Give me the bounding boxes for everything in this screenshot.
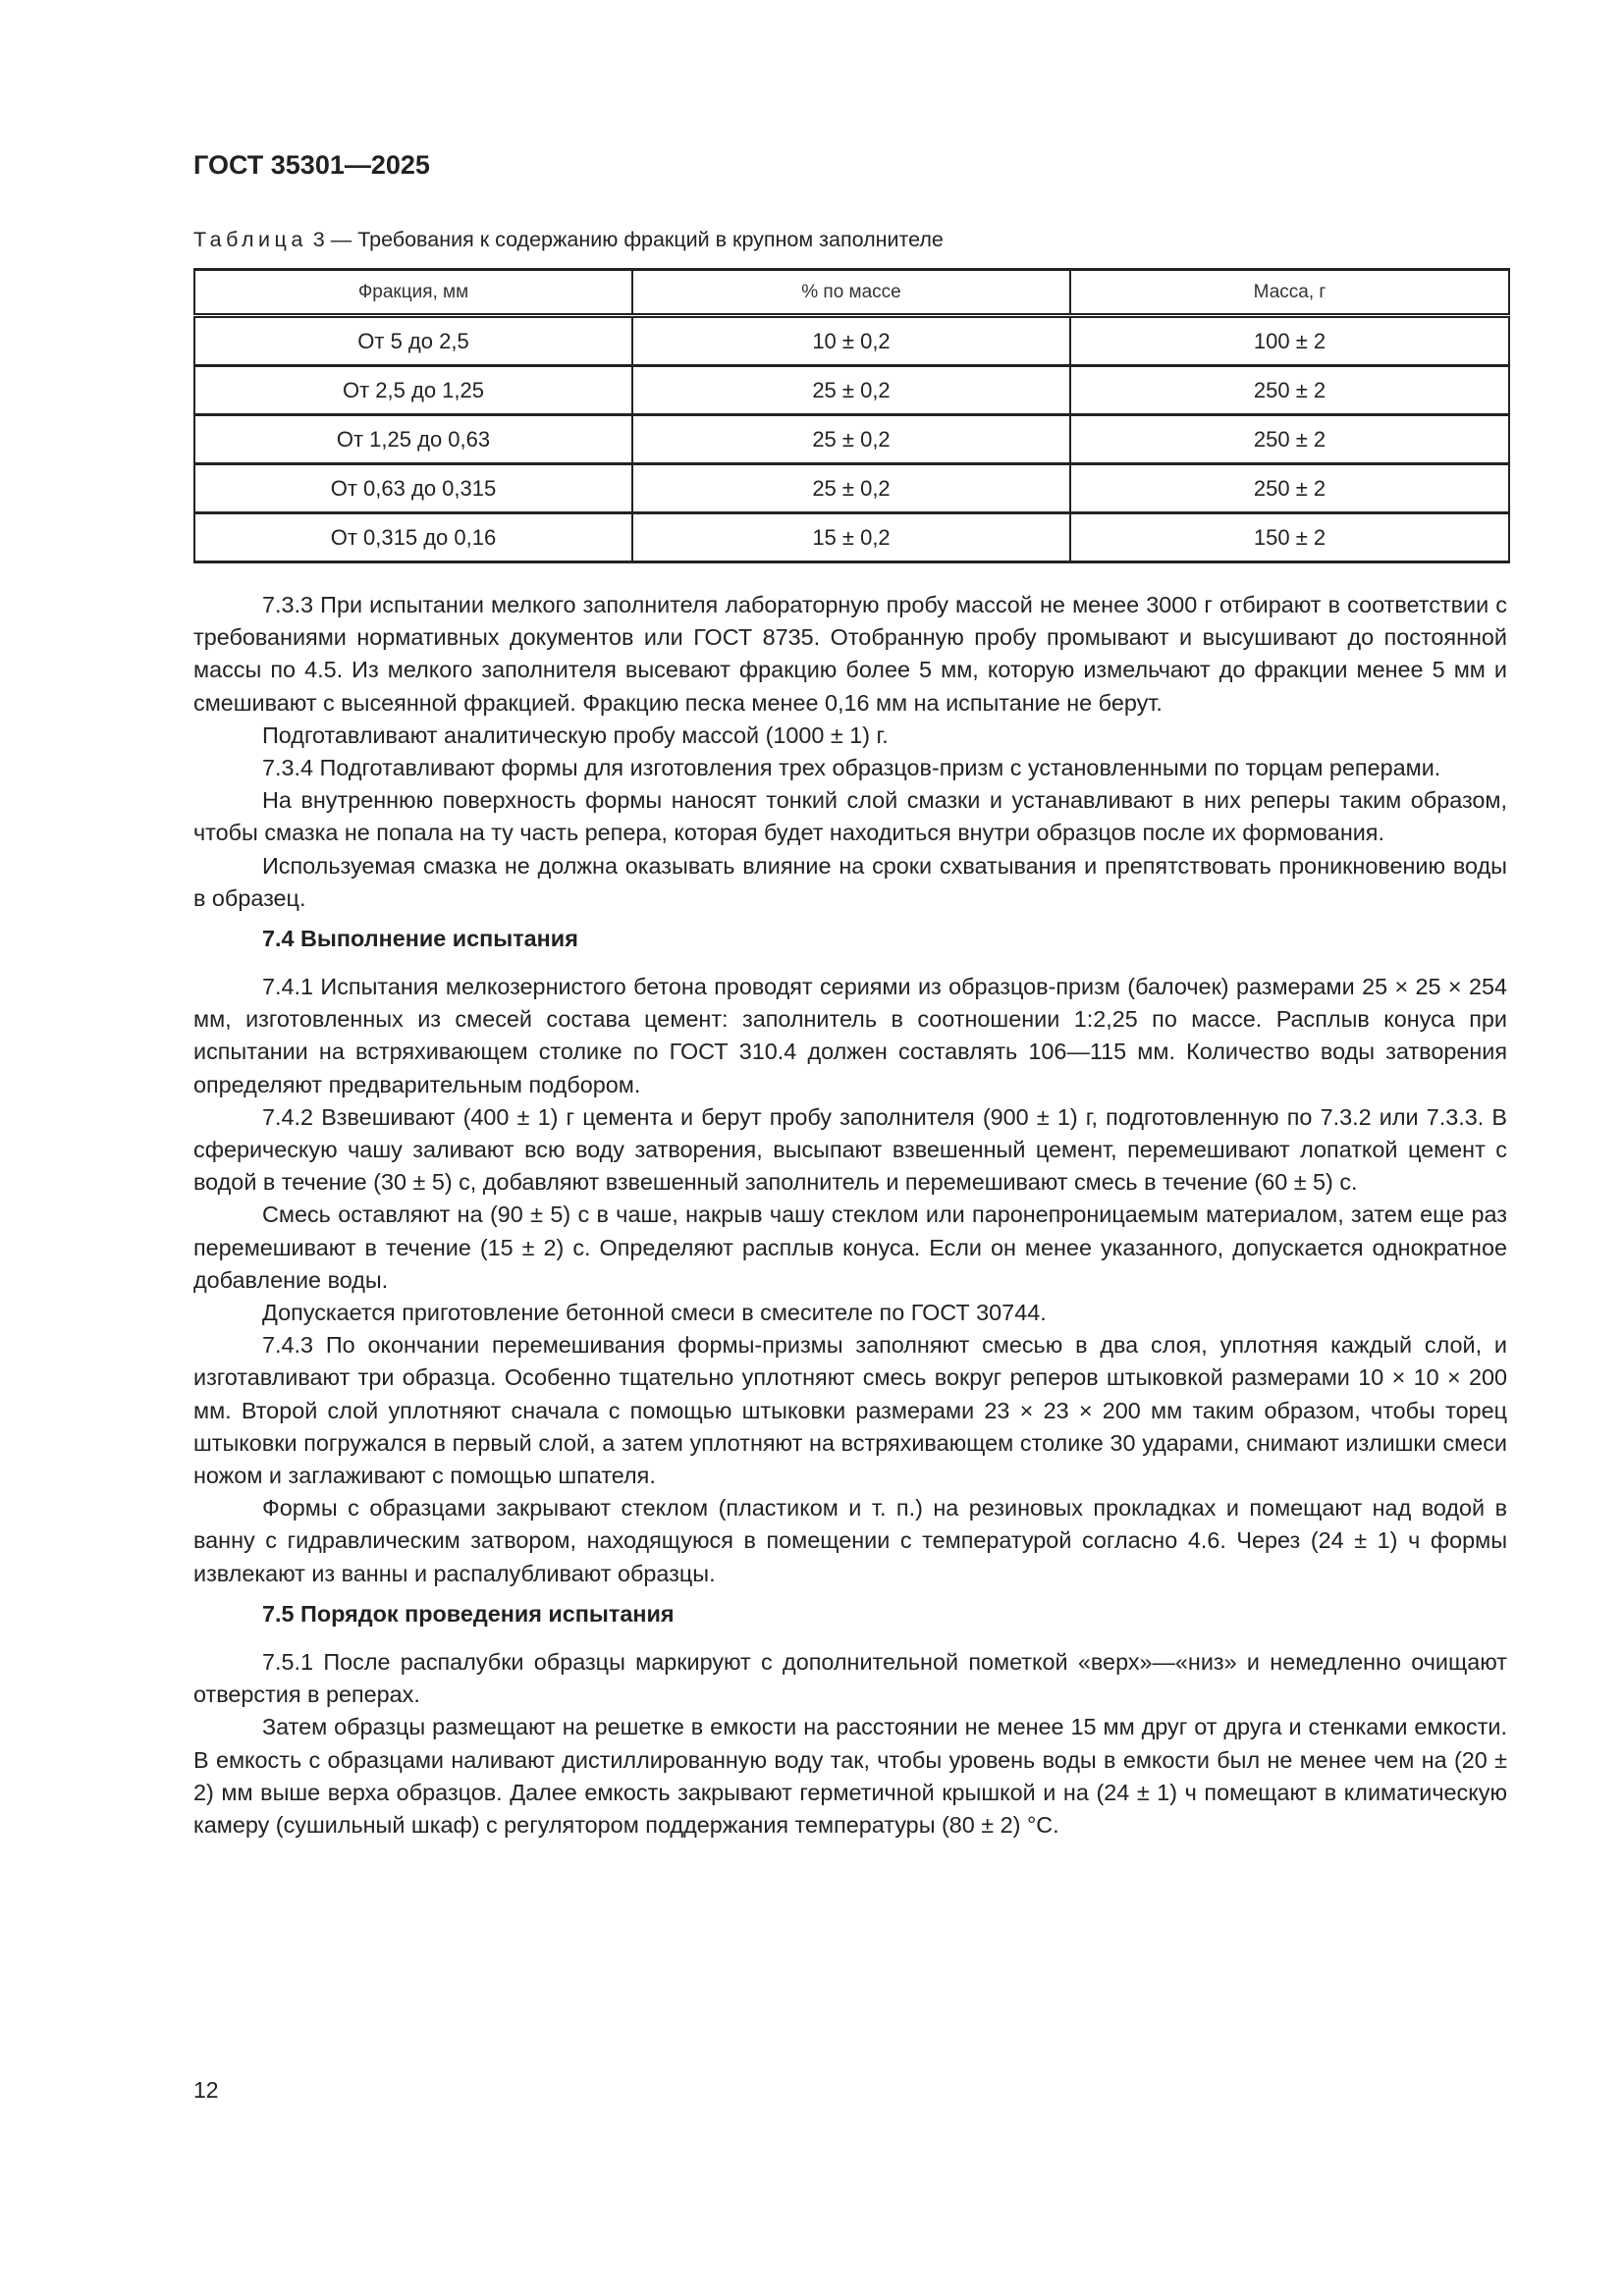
cell-percent: 15 ± 0,2 (632, 513, 1070, 562)
paragraph-7-5-1: 7.5.1 После распалубки образцы маркируют с дополнительной пометкой «верх»—«низ» и немедленно очищают отверстия в реперах. (193, 1648, 1507, 1708)
cell-percent: 25 ± 0,2 (632, 415, 1070, 464)
cell-fraction: От 0,63 до 0,315 (194, 464, 632, 513)
paragraph-7-4-2: 7.4.2 Взвешивают (400 ± 1) г цемента и берут пробу заполнителя (900 ± 1) г, подготовленную по 7.3.2 или 7.3.3. В сферическую чашу заливают всю воду затворения, высыпают взвешенный цемент, перемешивают лопаткой цемент с водой в течение (30 ± 5) с, добавляют взвешенный заполнитель и перемешивают смесь в течение (60 ± 5) с. (193, 1103, 1507, 1196)
table-caption-label: Таблица (193, 228, 307, 251)
table-caption (193, 225, 944, 254)
cell-percent: 25 ± 0,2 (632, 464, 1070, 513)
cell-mass: 100 ± 2 (1070, 316, 1509, 366)
paragraph-7-3-4-lubricant-note: Используемая смазка не должна оказывать влияние на сроки схватывания и препятствовать проникновению воды в образец. (193, 852, 1507, 911)
section-heading-7-5: 7.5 Порядок проведения испытания (262, 1600, 675, 1627)
column-header-mass: Масса, г (1070, 270, 1509, 316)
table-row (194, 464, 1509, 513)
cell-percent: 10 ± 0,2 (632, 316, 1070, 366)
cell-mass: 250 ± 2 (1070, 415, 1509, 464)
paragraph-7-4-2-mix: Смесь оставляют на (90 ± 5) с в чаше, накрыв чашу стеклом или паронепроницаемым материалом, затем еще раз перемешивают в течение (15 ± 2) с. Определяют расплыв конуса. Если он менее указанного, допускается однократное добавление воды. (193, 1201, 1507, 1293)
cell-fraction: От 0,315 до 0,16 (194, 513, 632, 562)
table-row (194, 366, 1509, 415)
paragraph-7-3-4-lubricant: На внутреннюю поверхность формы наносят тонкий слой смазки и устанавливают в них реперы таким образом, чтобы смазка не попала на ту часть репера, которая будет находиться внутри образцов после их формования. (193, 787, 1507, 846)
section-heading-7-4: 7.4 Выполнение испытания (262, 926, 578, 952)
document-header: ГОСТ 35301—2025 (193, 150, 430, 180)
paragraph-7-3-3: 7.3.3 При испытании мелкого заполнителя лабораторную пробу массой не менее 3000 г отбирают в соответствии с требованиями нормативных документов или ГОСТ 8735. Отобранную пробу промывают и высушивают до постоянной массы по 4.5. Из мелкого заполнителя высевают фракцию более 5 мм, которую измельчают до фракции менее 5 мм и смешивают с высеянной фракцией. Фракцию песка менее 0,16 мм на испытание не берут. (193, 592, 1507, 716)
cell-fraction: От 5 до 2,5 (194, 316, 632, 366)
fractions-table (193, 268, 1510, 563)
table-header-row (194, 270, 1509, 316)
column-header-fraction: Фракция, мм (194, 270, 632, 316)
paragraph-7-3-4: 7.3.4 Подготавливают формы для изготовления трех образцов-призм с установленными по торцам реперами. (262, 755, 1441, 781)
paragraph-7-4-2-mixer: Допускается приготовление бетонной смеси в смесителе по ГОСТ 30744. (262, 1300, 1047, 1326)
page-number: 12 (193, 2077, 219, 2103)
document-body (193, 589, 1507, 1842)
cell-mass: 250 ± 2 (1070, 464, 1509, 513)
table-row (194, 415, 1509, 464)
cell-mass: 150 ± 2 (1070, 513, 1509, 562)
cell-mass: 250 ± 2 (1070, 366, 1509, 415)
cell-percent: 25 ± 0,2 (632, 366, 1070, 415)
column-header-percent: % по массе (632, 270, 1070, 316)
table-caption-title: 3 — Требования к содержанию фракций в крупном заполнителе (306, 228, 944, 251)
cell-fraction: От 1,25 до 0,63 (194, 415, 632, 464)
paragraph-7-4-1: 7.4.1 Испытания мелкозернистого бетона проводят сериями из образцов-призм (балочек) размерами 25 × 25 × 254 мм, изготовленных из смесей состава цемент: заполнитель в соотношении 1:2,25 по массе. Расплыв конуса при испытании на встряхивающем столике по ГОСТ 310.4 должен составлять 106—115 мм. Количество воды затворения определяют предварительным подбором. (193, 974, 1507, 1097)
cell-fraction: От 2,5 до 1,25 (194, 366, 632, 415)
table-row (194, 513, 1509, 562)
paragraph-7-5-1-container: Затем образцы размещают на решетке в емкости на расстоянии не менее 15 мм друг от друга и стенками емкости. В емкость с образцами наливают дистиллированную воду так, чтобы уровень воды в емкости был не менее чем на (20 ± 2) мм выше верха образцов. Далее емкость закрывают герметичной крышкой и на (24 ± 1) ч помещают в климатическую камеру (сушильный шкаф) с регулятором поддержания температуры (80 ± 2) °С. (193, 1714, 1507, 1838)
table-row (194, 316, 1509, 366)
paragraph-7-3-3-sample: Подготавливают аналитическую пробу массой (1000 ± 1) г. (262, 721, 889, 748)
paragraph-7-4-3: 7.4.3 По окончании перемешивания формы-призмы заполняют смесью в два слоя, уплотняя каждый слой, и изготавливают три образца. Особенно тщательно уплотняют смесь вокруг реперов штыковкой размерами 10 × 10 × 200 мм. Второй слой уплотняют сначала с помощью штыковки размерами 23 × 23 × 200 мм таким образом, чтобы торец штыковки погружался в первый слой, а затем уплотняют на встряхивающем столике 30 ударами, снимают излишки смеси ножом и заглаживают с помощью шпателя. (193, 1332, 1507, 1489)
paragraph-7-4-3-forms: Формы с образцами закрывают стеклом (пластиком и т. п.) на резиновых прокладках и помещают над водой в ванну с гидравлическим затвором, находящуюся в помещении с температурой согласно 4.6. Через (24 ± 1) ч формы извлекают из ванны и распалубливают образцы. (193, 1495, 1507, 1586)
